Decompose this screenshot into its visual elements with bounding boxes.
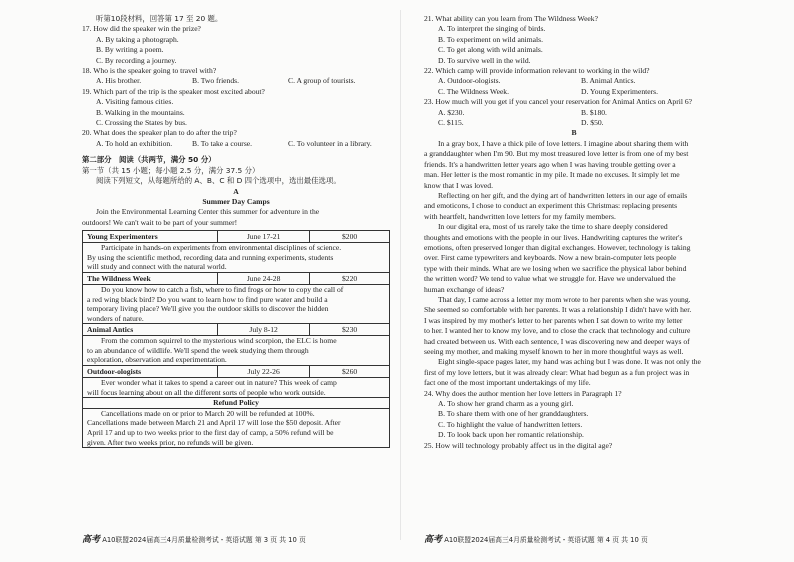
camp-date: July 22-26 bbox=[218, 366, 310, 378]
question-19 bbox=[82, 87, 390, 129]
question-22 bbox=[424, 66, 724, 97]
option-a: A. $230. bbox=[438, 107, 465, 117]
camp-date: July 8-12 bbox=[218, 324, 310, 336]
option-b: B. To take a course. bbox=[192, 138, 253, 148]
camps-table bbox=[82, 230, 390, 448]
desc-line: will focus learning about on all the different sorts of people who work outside. bbox=[87, 387, 326, 397]
paragraph-line: In our digital era, most of us rarely take the time to share deeply considered bbox=[438, 222, 668, 232]
refund-title: Refund Policy bbox=[83, 398, 390, 409]
camp-header-row bbox=[83, 366, 390, 378]
passage-intro-line: outdoors! We can't wait to be part of your summer! bbox=[82, 217, 238, 227]
passage-paragraph-5 bbox=[424, 357, 724, 388]
paragraph-line: human exchange of ideas? bbox=[424, 284, 505, 294]
option-d: D. To survive well in the wild. bbox=[438, 55, 531, 65]
option-a: A. To hold an exhibition. bbox=[96, 138, 173, 148]
question-stem: 17. How did the speaker win the prize? bbox=[82, 24, 201, 34]
paragraph-line: had created between us. With each sentence, I was discovering new and deeper ways of bbox=[424, 336, 690, 346]
option-b: B. To experiment on wild animals. bbox=[438, 34, 543, 44]
desc-line: wonders of nature. bbox=[87, 313, 144, 323]
refund-line: given. After two weeks prior, no refunds will be given. bbox=[87, 437, 254, 447]
paragraph-line: the written word? We tend to value what we struggle for. Have we undervalued the bbox=[424, 274, 676, 284]
paragraph-line: friends. It's a handwritten letter years ago when I was having trouble getting over a bbox=[424, 159, 676, 169]
option-a: A. To show her grand charm as a young girl. bbox=[438, 399, 574, 409]
option-d: D. $50. bbox=[581, 118, 604, 128]
passage-letter: A bbox=[233, 186, 239, 196]
question-24 bbox=[424, 389, 724, 441]
desc-line: to an abundance of wildlife. We'll spend the week studying them through bbox=[87, 345, 309, 355]
left-column bbox=[82, 14, 390, 448]
paragraph-line: and emoticons, I chose to conduct an experiment this Christmas: replacing presents bbox=[424, 201, 678, 211]
camp-price: $260 bbox=[310, 366, 390, 378]
option-c: C. To get along with wild animals. bbox=[438, 45, 543, 55]
paragraph-line: fact one of the most important undertakings of my life. bbox=[424, 378, 591, 388]
paragraph-line: a granddaughter when I'm 90. But my most treasured love letter is from one of my best bbox=[424, 149, 689, 159]
paragraph-line: emotions, often preserved longer than digital exchanges. However, technology is taking bbox=[424, 242, 691, 252]
section-instructions: 阅读下列短文，从每题所给的 A、B、C 和 D 四个选项中，选出最佳选项。 bbox=[96, 176, 341, 186]
refund-body-row bbox=[83, 408, 390, 447]
paragraph-line: That day, I came across a letter my mom wrote to her parents when she was young. bbox=[438, 294, 691, 304]
paragraph-line: seeing my mother, and making myself known to her in more thoughtful ways as well. bbox=[424, 347, 684, 356]
paragraph-line: thoughts and emotions with the people in our lives. Handwriting captures the writer's bbox=[424, 232, 683, 242]
passage-paragraph-3 bbox=[424, 222, 724, 295]
right-column bbox=[424, 14, 724, 451]
question-stem: 24. Why does the author mention her love letters in Paragraph 1? bbox=[424, 388, 622, 398]
section-one-title: 第一节（共 15 小题；每小题 2.5 分，满分 37.5 分） bbox=[82, 165, 260, 175]
desc-line: By using the scientific method, recording data and running experiments, students bbox=[87, 252, 334, 262]
option-d: D. Young Experimenters. bbox=[581, 86, 658, 96]
camp-name: Young Experimenters bbox=[83, 231, 218, 243]
question-23 bbox=[424, 97, 724, 128]
camp-description bbox=[83, 378, 390, 398]
question-stem: 23. How much will you get if you cancel your reservation for Animal Antics on April 6? bbox=[424, 97, 693, 107]
option-b: B. Two friends. bbox=[192, 76, 239, 86]
footer-text: A10联盟2024届高三4月质量检测考试・英语试题 第 3 页 共 10 页 bbox=[102, 536, 306, 544]
refund-policy-text bbox=[83, 408, 390, 447]
desc-line: From the common squirrel to the mysterious wind scorpion, the ELC is home bbox=[101, 336, 337, 346]
refund-line: April 17 and up to two weeks prior to the first day of camp, a 50% refund will be bbox=[87, 428, 334, 438]
question-18 bbox=[82, 66, 390, 87]
option-c: C. To volunteer in a library. bbox=[288, 138, 372, 148]
paragraph-line: to her. I wanted her to know my love, and to close the crack that technology and culture bbox=[424, 326, 691, 336]
camp-desc-row bbox=[83, 284, 390, 323]
listening-intro: 听第10段材料，回答第 17 至 20 题。 bbox=[96, 14, 223, 23]
option-d: D. To look back upon her romantic relationship. bbox=[438, 430, 584, 440]
paragraph-line: I was inspired by my mother's letter to her parents when I sat down to write my letter bbox=[424, 315, 683, 325]
paragraph-line: man. Her letter is the most romantic in my pile. It made no excuses. It simply let me bbox=[424, 170, 680, 180]
brand-logo: 高考 bbox=[82, 535, 101, 545]
question-stem: 18. Who is the speaker going to travel with? bbox=[82, 66, 217, 76]
camp-header-row bbox=[83, 231, 390, 243]
camp-date: June 17-21 bbox=[218, 231, 310, 243]
desc-line: Do you know how to catch a fish, where to find frogs or how to copy the call of bbox=[101, 284, 344, 294]
passage-letter: B bbox=[571, 128, 577, 138]
passage-paragraph-4 bbox=[424, 295, 724, 357]
camp-desc-row bbox=[83, 243, 390, 273]
camp-price: $220 bbox=[310, 272, 390, 284]
camp-description bbox=[83, 243, 390, 273]
paragraph-line: over. First came typewriters and keyboards. Now a new brain-computer lets people bbox=[424, 253, 677, 263]
desc-line: Ever wonder what it takes to spend a career out in nature? This week of camp bbox=[101, 378, 337, 388]
option-b: B. To share them with one of her granddaughters. bbox=[438, 409, 589, 419]
desc-line: Participate in hands-on experiments from environmental disciplines of science. bbox=[101, 243, 342, 253]
question-stem: 19. Which part of the trip is the speaker most excited about? bbox=[82, 86, 265, 96]
question-25 bbox=[424, 441, 724, 451]
paragraph-line: In a gray box, I have a thick pile of love letters. I imagine about sharing them with bbox=[438, 138, 689, 148]
option-b: B. Animal Antics. bbox=[581, 76, 636, 86]
paragraph-line: first of my love letters, but it was already clear: What had begun as a fun project was in bbox=[424, 367, 690, 377]
question-17 bbox=[82, 24, 390, 66]
option-c: C. Crossing the States by bus. bbox=[96, 118, 187, 128]
camp-name: The Wildness Week bbox=[83, 272, 218, 284]
paragraph-line: Eight single-space pages later, my hand was aching but I was done. It was not only the bbox=[438, 357, 701, 367]
question-stem: 21. What ability can you learn from The Wildness Week? bbox=[424, 14, 598, 23]
camp-price: $230 bbox=[310, 324, 390, 336]
option-b: B. $180. bbox=[581, 107, 607, 117]
passage-title: Summer Day Camps bbox=[202, 196, 270, 206]
camp-description bbox=[83, 336, 390, 366]
passage-paragraph-1 bbox=[424, 139, 724, 191]
paragraph-line: Reflecting on her gift, and the dying art of handwritten letters in our age of emails bbox=[438, 190, 688, 200]
desc-line: exploration, observation and experimentation. bbox=[87, 355, 227, 365]
passage-paragraph-2 bbox=[424, 191, 724, 222]
camp-name: Outdoor-ologists bbox=[83, 366, 218, 378]
camp-date: June 24-28 bbox=[218, 272, 310, 284]
option-a: A. His brother. bbox=[96, 76, 142, 86]
option-a: A. Outdoor-ologists. bbox=[438, 76, 501, 86]
part-two-title: 第二部分 阅读（共两节，满分 50 分） bbox=[82, 155, 216, 165]
camp-header-row bbox=[83, 324, 390, 336]
camp-price: $200 bbox=[310, 231, 390, 243]
question-stem: 20. What does the speaker plan to do after the trip? bbox=[82, 128, 237, 138]
option-c: C. The Wildness Week. bbox=[438, 86, 510, 96]
desc-line: temporary living place? We'll give you the outdoor skills to discover the hidden bbox=[87, 304, 329, 314]
refund-header-row bbox=[83, 398, 390, 409]
question-20 bbox=[82, 128, 390, 149]
page-divider bbox=[400, 10, 401, 540]
option-a: A. Visiting famous cities. bbox=[96, 97, 174, 107]
option-b: B. By writing a poem. bbox=[96, 45, 164, 55]
right-footer bbox=[424, 532, 648, 545]
option-a: A. To interpret the singing of birds. bbox=[438, 24, 546, 34]
option-c: C. By recording a journey. bbox=[96, 55, 177, 65]
option-a: A. By taking a photograph. bbox=[96, 34, 179, 44]
desc-line: a red wing black bird? Do you want to learn how to find pure water and build a bbox=[87, 294, 328, 304]
camp-desc-row bbox=[83, 336, 390, 366]
camp-header-row bbox=[83, 272, 390, 284]
left-footer bbox=[82, 532, 306, 545]
camp-desc-row bbox=[83, 378, 390, 398]
camp-description bbox=[83, 284, 390, 323]
paragraph-line: She seemed so comfortable with her parents. It was a relationship I didn't have with her. bbox=[424, 305, 692, 315]
paragraph-line: know that I was loved. bbox=[424, 180, 493, 190]
question-stem: 25. How will technology probably affect us in the digital age? bbox=[424, 440, 613, 450]
desc-line: will study and connect with the natural world. bbox=[87, 262, 227, 272]
option-c: C. To highlight the value of handwritten letters. bbox=[438, 419, 583, 429]
passage-intro-line: Join the Environmental Learning Center this summer for adventure in the bbox=[96, 207, 320, 217]
refund-line: Cancellations made on or prior to March 20 will be refunded at 100%. bbox=[101, 408, 315, 418]
option-c: C. $115. bbox=[438, 118, 464, 128]
option-c: C. A group of tourists. bbox=[288, 76, 356, 86]
camp-name: Animal Antics bbox=[83, 324, 218, 336]
question-stem: 22. Which camp will provide information relevant to working in the wild? bbox=[424, 66, 650, 76]
paragraph-line: type with their minds. What are we losing when we sacrifice the physical labor behind bbox=[424, 263, 687, 273]
refund-line: Cancellations made between March 21 and April 17 will lose the $50 deposit. After bbox=[87, 418, 341, 428]
option-b: B. Walking in the mountains. bbox=[96, 107, 185, 117]
paragraph-line: with heartfelt, handwritten love letters for my family members. bbox=[424, 211, 616, 221]
footer-text: A10联盟2024届高三4月质量检测考试・英语试题 第 4 页 共 10 页 bbox=[444, 536, 648, 544]
brand-logo: 高考 bbox=[424, 535, 443, 545]
question-21 bbox=[424, 14, 724, 66]
